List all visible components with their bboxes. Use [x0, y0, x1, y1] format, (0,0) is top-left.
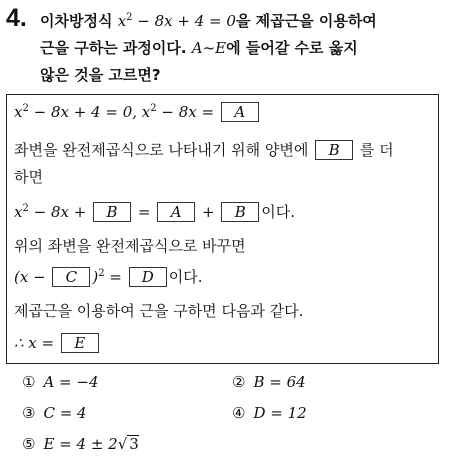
sqrt-symbol: √	[117, 435, 128, 453]
exponent: 2	[150, 103, 157, 114]
blank-box-a: A	[221, 102, 259, 122]
blank-box-b: B	[315, 140, 353, 160]
blank-box-a: A	[157, 202, 195, 222]
math-x: x	[14, 203, 23, 221]
blank-box-e: E	[61, 333, 99, 353]
equation-x: x	[117, 12, 127, 30]
solution-line-7: 제곱근을 이용하여 근을 구하면 다음과 같다.	[14, 302, 304, 320]
choice-4[interactable]	[232, 404, 307, 422]
choice-number: ⑤	[22, 435, 36, 453]
solution-line-2	[14, 139, 394, 160]
solution-line-3: 하면	[14, 168, 43, 186]
blank-range: A~E	[191, 39, 227, 57]
solution-text: 이다.	[168, 268, 203, 286]
question-text: 에 들어갈 수로 옳지	[226, 39, 358, 57]
choice-text: E = 4 ± 2	[43, 435, 118, 453]
solution-text: 를 더	[355, 141, 394, 159]
blank-box-b: B	[221, 202, 259, 222]
choice-5[interactable]	[22, 435, 139, 453]
sqrt-radicand: 3	[129, 435, 139, 453]
math-expr: )	[92, 268, 99, 286]
question-number: 4.	[6, 4, 27, 32]
solution-line-4	[14, 201, 295, 222]
math-expr: (x −	[14, 268, 51, 286]
math-x: x	[14, 103, 23, 121]
solution-box	[6, 94, 439, 364]
exponent: 2	[98, 268, 105, 279]
choice-text: D = 12	[253, 404, 307, 422]
math-expr: +	[197, 203, 220, 221]
question-line-1	[40, 10, 377, 31]
math-expr: − 8x =	[156, 103, 219, 121]
solution-line-6	[14, 266, 203, 287]
question-line-3: 않은 것을 고르면?	[40, 66, 161, 84]
choice-text: A = −4	[43, 373, 99, 391]
math-expr: − 8x +	[28, 203, 92, 221]
question-text: 을 제곱근을 이용하여	[235, 12, 377, 30]
question-text: 이차방정식	[40, 12, 118, 30]
blank-box-c: C	[52, 267, 90, 287]
choice-text: B = 64	[253, 373, 306, 391]
math-expr: ∴ x =	[14, 334, 59, 352]
choice-2[interactable]	[232, 373, 306, 391]
choice-text: C = 4	[43, 404, 87, 422]
choice-number: ①	[22, 373, 36, 391]
math-expr: =	[104, 268, 127, 286]
equation-rest: − 8x + 4 = 0	[132, 12, 236, 30]
solution-line-5: 위의 좌변을 완전제곱식으로 바꾸면	[14, 237, 246, 255]
question-line-2	[40, 37, 358, 58]
solution-line-8	[14, 333, 101, 353]
equation-exponent: 2	[126, 12, 133, 23]
solution-text: 이다.	[261, 203, 296, 221]
math-expr: − 8x + 4 = 0, x	[28, 103, 151, 121]
blank-box-d: D	[129, 267, 167, 287]
question-text: 근을 구하는 과정이다.	[40, 39, 192, 57]
exponent: 2	[22, 203, 29, 214]
blank-box-b: B	[93, 202, 131, 222]
solution-line-1	[14, 102, 261, 122]
solution-text: 좌변을 완전제곱식으로 나타내기 위해 양변에	[14, 141, 314, 159]
choice-number: ④	[232, 404, 246, 422]
math-expr: =	[133, 203, 156, 221]
exponent: 2	[22, 103, 29, 114]
choice-3[interactable]	[22, 404, 87, 422]
choice-number: ③	[22, 404, 36, 422]
choice-1[interactable]	[22, 373, 99, 391]
choice-number: ②	[232, 373, 246, 391]
